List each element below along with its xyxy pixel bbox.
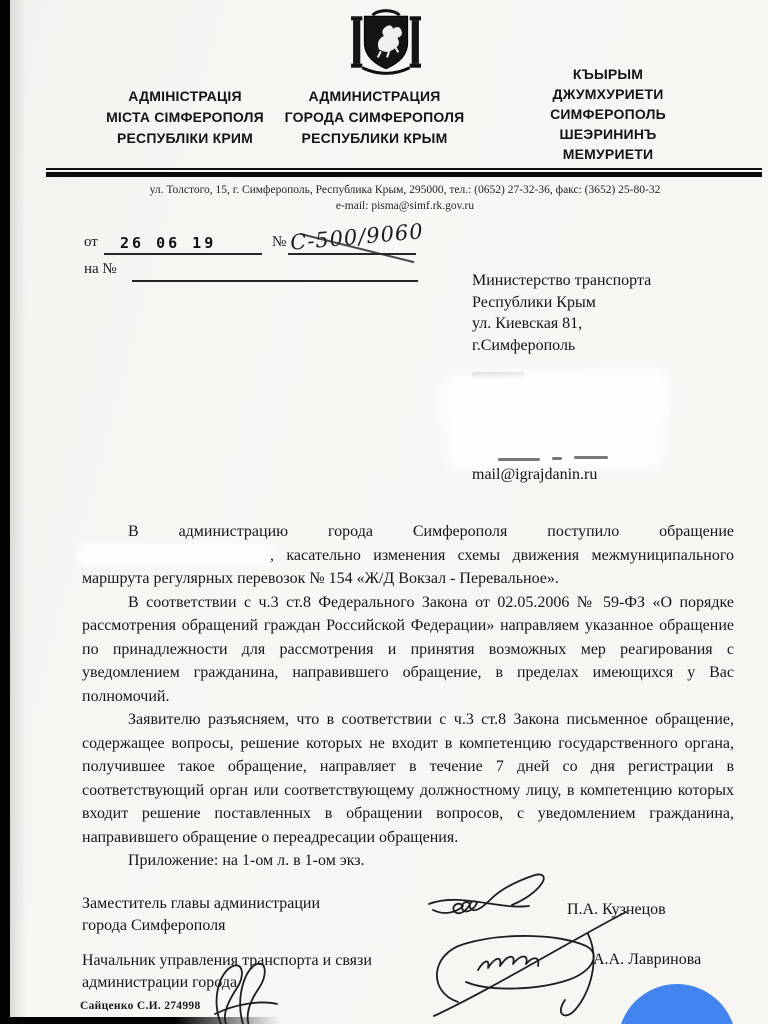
org-crh-line1: КЪЫРЫМ (572, 66, 644, 82)
org-uk-line1: АДМІНІСТРАЦІЯ (128, 88, 242, 104)
signer2-name: А.А. Лавринова (593, 951, 702, 968)
redaction-remnant-dash (574, 456, 608, 459)
recipient-email: mail@igrajdanin.ru (472, 466, 598, 483)
scan-shadow-left (10, 0, 26, 1024)
signer2-title-line1: Начальник управления транспорта и связи (82, 952, 372, 969)
org-ru-line3: РЕСПУБЛИКИ КРЫМ (301, 130, 448, 146)
org-crh-line4: ШЕЭРИНИНЪ (559, 126, 657, 142)
ref-date-underline (104, 253, 262, 255)
body-paragraph-3: Заявителю разъясняем, что в соответствии с ч.3 ст.8 Закона письменное обращение, содержащее вопросы, решение которых не входит в компетенцию государственного органа, получившее такое обращение, направляет в течение 7 дней со дня регистрации в соответствующий орган или соответствующему должностному лицу, в компетенцию которых входит решение поставленных в обращении вопросов, с уведомлением гражданина, направившего обращение о переадресации обращения. (82, 711, 734, 846)
signer1-title-line2: города Симферополя (82, 917, 226, 934)
executor-note: Сайценко С.И. 274998 (80, 1000, 201, 1012)
ref-date-stamp: 26 06 19 (120, 234, 217, 252)
ref-number-label: № (272, 234, 287, 250)
signature3-autograph (185, 952, 300, 1024)
scan-border-left (0, 0, 10, 1024)
redaction-remnant-dash (498, 458, 540, 461)
letter-body (82, 520, 734, 873)
signer2-title-line2: администрации города (82, 974, 238, 991)
contact-email-line: e-mail: pisma@simf.rk.gov.ru (335, 200, 475, 212)
org-crh-line3: СИМФЕРОПОЛЬ (550, 106, 666, 122)
org-ru-line2: ГОРОДА СИМФЕРОПОЛЯ (284, 109, 465, 125)
recipient-line: Министерство транспорта (472, 272, 652, 289)
org-crh-line2: ДЖУМХУРИЕТИ (552, 86, 664, 102)
ref-number-handwritten: С-500/9060 (289, 219, 425, 255)
redaction-remnant-dash (552, 457, 562, 460)
redaction-blob (452, 404, 657, 462)
body-paragraph-2: В соответствии с ч.3 ст.8 Федерального Закона от 02.05.2006 № 59-ФЗ «О порядке рассмотрения обращений граждан Российской Федерации» направляем указанное обращение по принадлежности для рассмотрения и принятия возможных мер реагирования с уведомлением гражданина, направившего обращение, в пределах имеющихся у Вас полномочий. (82, 593, 734, 705)
redaction-inline-applicant-name (82, 548, 270, 561)
body-p1-after-redaction: , касательно изменения схемы движения межмуниципального маршрута регулярных перевозок № 154 «Ж/Д Вокзал - Перевальное». (82, 546, 734, 587)
org-name-russian (282, 86, 467, 149)
recipient-line: Республики Крым (472, 293, 596, 311)
ref-reply-underline (132, 280, 418, 282)
body-p1-before-redaction: В администрацию города Симферополя поступило обращение (128, 523, 734, 540)
org-crh-line5: МЕМУРИЕТИ (562, 146, 654, 162)
signer1-title (82, 893, 320, 937)
ref-from-label: от (84, 234, 98, 250)
recipient-line: г.Симферополь (472, 336, 576, 354)
body-paragraph-1 (82, 520, 734, 591)
letterhead-divider (46, 168, 762, 177)
org-uk-line2: МІСТА СІМФЕРОПОЛЯ (106, 109, 264, 125)
body-attachment-note: Приложение: на 1-ом л. в 1-ом экз. (128, 852, 365, 869)
org-ru-line1: АДМИНИСТРАЦИЯ (308, 88, 441, 104)
recipient-line: ул. Киевская 81, (472, 315, 583, 332)
contact-info (60, 182, 750, 214)
crimea-coat-of-arms-icon (350, 6, 422, 78)
redaction-remnant-top (472, 372, 524, 378)
contact-address-line: ул. Толстого, 15, г. Симферополь, Республика Крым, 295000, тел.: (0652) 27-32-36, факс: (3652) 25-80-32 (149, 184, 661, 196)
org-name-crimean-tatar (518, 64, 698, 164)
org-uk-line3: РЕСПУБЛІКИ КРИМ (116, 130, 254, 146)
signer1-title-line1: Заместитель главы администрации (82, 895, 321, 912)
ref-reply-label: на № (84, 261, 117, 277)
recipient-address (472, 270, 651, 356)
org-name-ukrainian (100, 86, 270, 149)
signer1-name: П.А. Кузнецов (567, 901, 666, 918)
